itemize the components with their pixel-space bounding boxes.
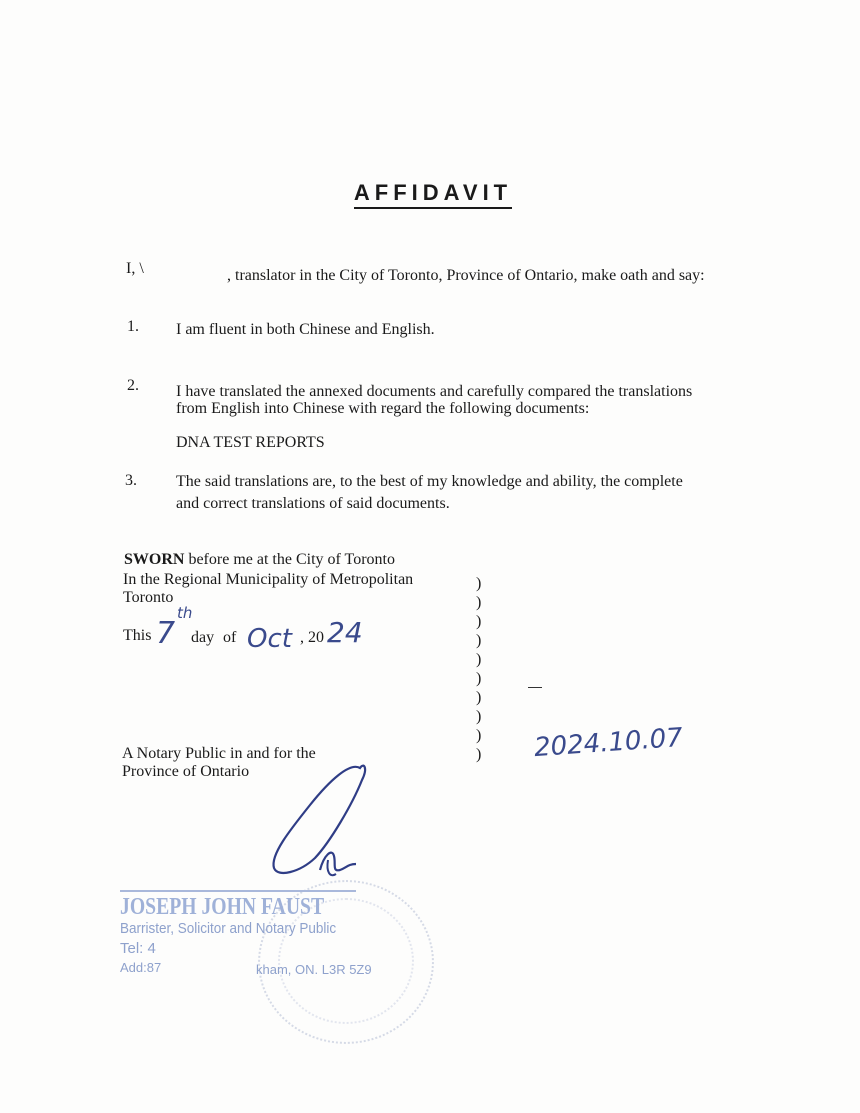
sworn-line-1-rest: before me at the City of Toronto	[184, 551, 395, 568]
handwritten-month: Oct	[247, 624, 292, 654]
stamp-city: kham, ON. L3R 5Z9	[256, 962, 372, 977]
sworn-line-1	[124, 551, 395, 569]
handwritten-year: 24	[327, 616, 363, 649]
stamp-name: JOSEPH JOHN FAUST	[120, 894, 325, 920]
day-label: day	[191, 629, 215, 646]
item-1-number: 1.	[127, 318, 139, 335]
document-title: AFFIDAVIT	[0, 180, 860, 206]
item-2-line-2: from English into Chinese with regard the following documents:	[176, 400, 590, 417]
this-label: This	[123, 627, 152, 644]
sworn-line-3: Toronto	[123, 589, 174, 606]
notary-line-1: A Notary Public in and for the	[122, 745, 316, 762]
handwritten-day-suffix: th	[177, 604, 193, 622]
intro-prefix: I, \	[126, 260, 144, 277]
item-3-line-1: The said translations are, to the best of my knowledge and ability, the complete	[176, 473, 683, 490]
parentheses-column: ) ) ) ) ) ) ) ) ) )	[476, 575, 482, 763]
stamp-tel: Tel: 4	[120, 940, 156, 957]
stamp-top-line	[120, 890, 356, 892]
of-label: of	[223, 629, 237, 646]
handwritten-day: 7	[156, 616, 176, 651]
stamp-role: Barrister, Solicitor and Notary Public	[120, 920, 337, 937]
item-3-number: 3.	[125, 472, 137, 489]
document-name: DNA TEST REPORTS	[176, 434, 325, 451]
sworn-bold: SWORN	[124, 551, 185, 568]
intro-text: , translator in the City of Toronto, Province of Ontario, make oath and say:	[227, 267, 705, 284]
item-2-line-1: I have translated the annexed documents and carefully compared the translations	[176, 383, 693, 400]
year-prefix: , 20	[300, 629, 324, 646]
item-2-number: 2.	[127, 377, 139, 394]
item-1-text: I am fluent in both Chinese and English.	[176, 321, 435, 338]
notary-line-2: Province of Ontario	[122, 763, 250, 780]
stamp-address: Add:87	[120, 960, 162, 975]
handwritten-date: 2024.10.07	[533, 722, 684, 764]
signature-icon	[260, 760, 380, 890]
sworn-line-2: In the Regional Municipality of Metropolitan	[123, 571, 414, 588]
dash-mark	[528, 687, 542, 688]
item-3-line-2: and correct translations of said documents.	[176, 495, 450, 512]
